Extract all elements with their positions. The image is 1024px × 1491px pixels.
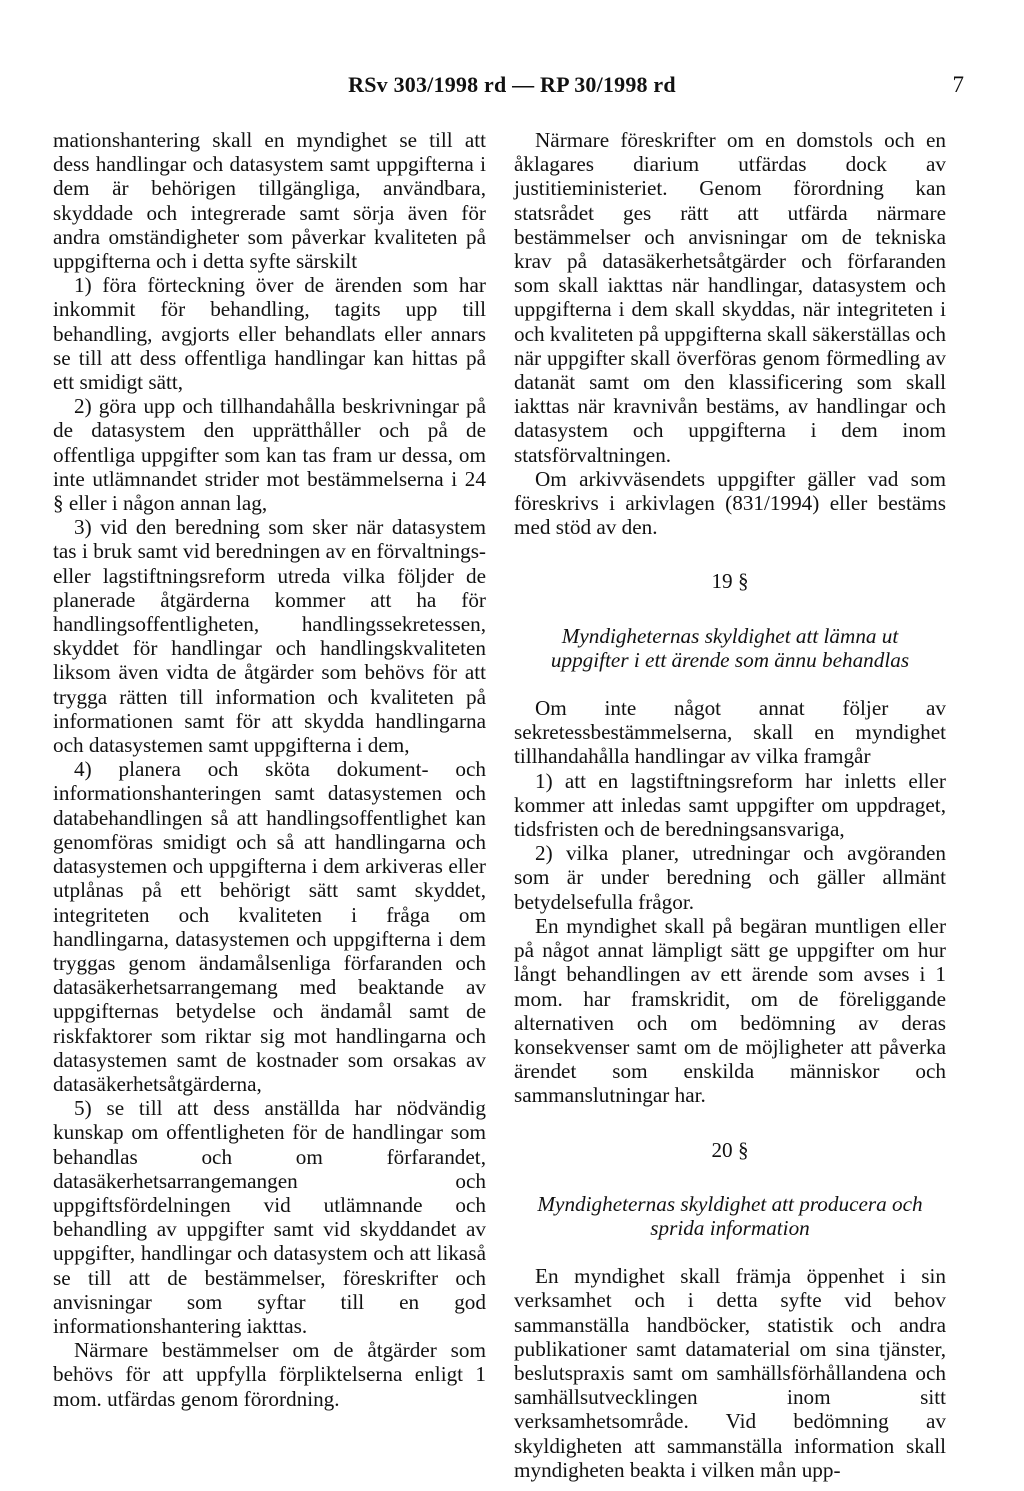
body-paragraph: Närmare bestämmelser om de åtgärder som behövs för att uppfylla förpliktelserna enligt 1 mom. utfärdas genom förordning. [53, 1338, 486, 1411]
running-header-title: RSv 303/1998 rd — RP 30/1998 rd [348, 72, 676, 97]
body-paragraph: En myndighet skall på begäran muntligen eller på något annat lämpligt sätt ge uppgifter om hur långt behandlingen av ett ärende som avses i 1 mom. har framskridit, om de föreliggande alternativen och om bedömning av deras konsekvenser samt om de möjligheter att påverka ärendet som enskilda människor och sammanslutningar har. [514, 913, 946, 1108]
list-item-paragraph: 2) göra upp och tillhandahålla beskrivningar på de datasystem den upprätthåller och på de offentliga uppgifter som kan tas fram ur dessa, om inte utlämnandet strider mot bestämmelserna i 24 § eller i någon annan lag, [53, 394, 486, 516]
body-paragraph: Närmare föreskrifter om en domstols och en åklagares diarium utfärdas dock av justitieministeriet. Genom förordning kan statsrådet ges rätt att utfärda närmare bestämmelser och anvisningar om de tekniska krav på datasäkerhetsåtgärder och förfaranden som skall iakttas när handlingar, datasystem och uppgifterna i dem skall skyddas, när integriteten i och kvaliteten på uppgifterna skall säkerställas och när uppgifter skall överföras genom förmedling av datanät samt om den klassificering som skall iakttas när kravnivån bestäms, av handlingar och datasystem och uppgifterna i dem inom statsförvaltningen. [514, 128, 946, 467]
right-column [514, 128, 946, 1482]
list-item-paragraph: 1) att en lagstiftningsreform har inletts eller kommer att inledas samt uppgifter om uppdraget, tidsfristen och de beredningsansvariga, [514, 768, 946, 842]
body-paragraph: Om inte något annat följer av sekretessbestämmelserna, skall en myndighet tillhandahålla handlingar av vilka framgår [514, 696, 946, 769]
section-heading-20: Myndigheternas skyldighet att producera och sprida information [537, 1191, 923, 1240]
section-heading-19: Myndigheternas skyldighet att lämna ut uppgifter i ett ärende som ännu behandlas [550, 623, 910, 672]
list-item-paragraph: 3) vid den beredning som sker när datasystem tas i bruk samt vid beredningen av en förvaltnings- eller lagstiftningsreform utreda vilka följder de planerade åtgärderna kommer att ha för handlingsoffentligheten, handlingssekretessen, skyddet för handlingar och handlingskvaliteten liksom även vidta de åtgärder som behövs för att trygga rätten till information och kvaliteten på informationen samt för att skydda handlingarna och datasystemen samt uppgifterna i dem, [53, 515, 486, 758]
left-column [53, 128, 486, 1411]
list-item-paragraph: 5) se till att dess anställda har nödvändig kunskap om offentligheten för de handlingar som behandlas och om förfarandet, datasäkerhetsarrangemangen och uppgiftsfördelningen vid utlämnande och behandling av uppgifter samt vid skyddandet av uppgifter, handlingar och datasystem och att likaså se till att de bestämmelser, föreskrifter och anvisningar som syftar till en god informationshantering iakttas. [53, 1096, 486, 1338]
list-item-paragraph: 4) planera och sköta dokument- och informationshanteringen samt datasystemen och databehandlingen så att handlingsoffentlighet kan genomföras smidigt och så att handlingarna och datasystemen och uppgifterna i dem arkiveras eller utplånas på ett behörigt sätt samt skyddet, integriteten och kvaliteten i fråga om handlingarna, datasystemen och uppgifterna i dem tryggas genom ändamålsenliga förfaranden och datasäkerhetsarrangemang med beaktande av uppgifternas betydelse och ändamål samt de riskfaktorer som riktar sig mot handlingarna och datasystemen samt de kostnader som orsakas av datasäkerhetsåtgärderna, [53, 757, 486, 1096]
body-paragraph: mationshantering skall en myndighet se till att dess handlingar och datasystem samt uppgifterna i dem är behörigen tillgängliga, användbara, skyddade och integrerade samt sörja även för andra omständigheter som påverkar kvaliteten på uppgifterna och i detta syfte särskilt [53, 128, 486, 274]
list-item-paragraph: 2) vilka planer, utredningar och avgöranden som är under beredning och gäller allmänt betydelsefulla frågor. [514, 841, 946, 914]
body-paragraph: Om arkivväsendets uppgifter gäller vad som föreskrivs i arkivlagen (831/1994) eller bestäms med stöd av den. [514, 466, 946, 540]
page-header [0, 72, 1024, 102]
body-paragraph: En myndighet skall främja öppenhet i sin verksamhet och i detta syfte vid behov sammanställa handböcker, statistik och andra publikationer samt datamaterial om sina tjänster, beslutspraxis samt om samhällsförhållandena och samhällsutvecklingen inom sitt verksamhetsområde. Vid bedömning av skyldigheten att sammanställa information skall myndigheten beakta i vilken mån upp- [514, 1264, 946, 1482]
section-number-19: 19 § [711, 569, 749, 594]
list-item-paragraph: 1) föra förteckning över de ärenden som har inkommit för behandling, tagits upp till behandling, avgjorts eller behandlats eller annars se till att dess offentliga handlingar kan hittas på ett smidigt sätt, [53, 273, 486, 395]
section-number-20: 20 § [711, 1137, 749, 1162]
page-number: 7 [952, 72, 964, 97]
